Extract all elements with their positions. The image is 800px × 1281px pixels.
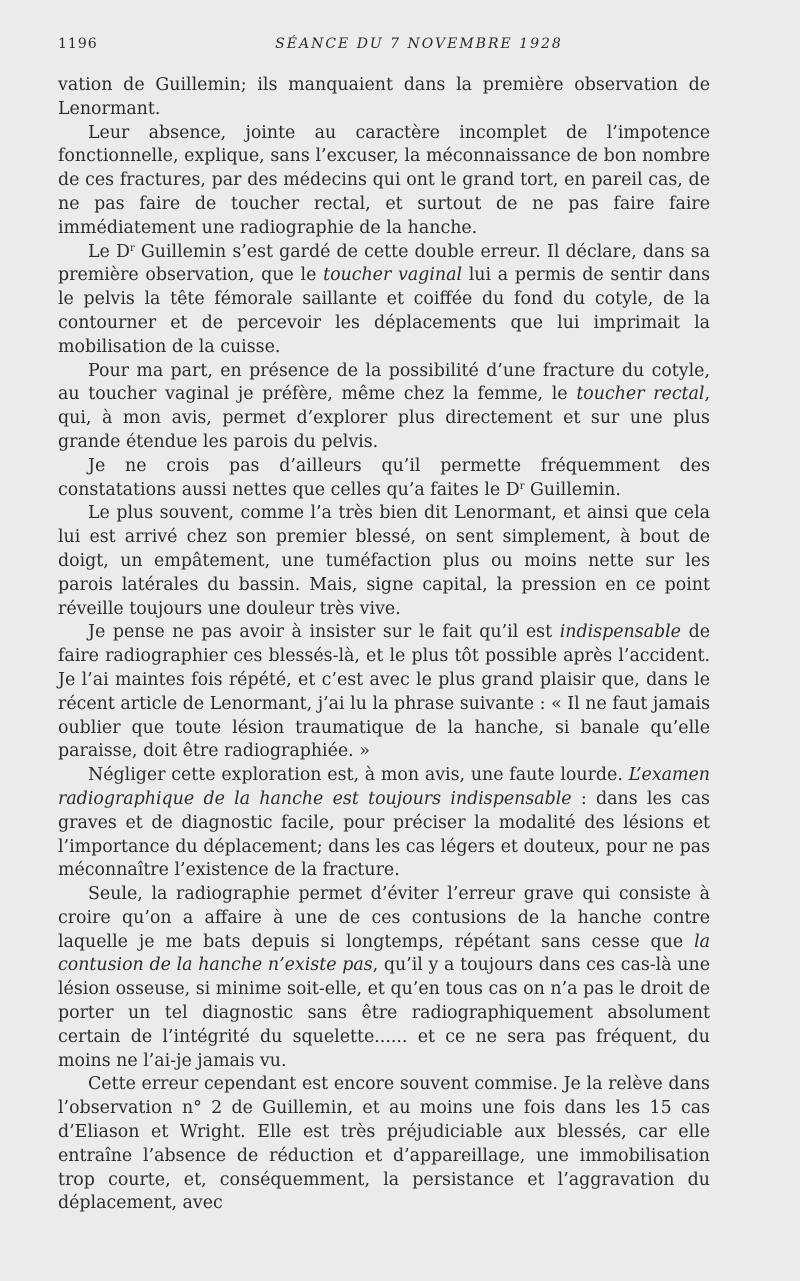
text-segment: Guillemin.	[524, 479, 621, 500]
paragraph	[58, 455, 710, 503]
text-segment: lui a permis de sentir dans le pelvis la tête fémorale saillante et coiffée du fond du cotyle, de la contourner et de percevoir les déplacements que lui imprimait la mobilisation de la cuisse.	[58, 265, 711, 357]
text-segment: Je ne crois pas d’ailleurs qu’il permette fréquemment des constatations aussi nettes que celles qu’a faites le D	[58, 455, 710, 500]
text-segment: , qui, à mon avis, permet d’explorer plus directement et sur une plus grande étendue les parois du pelvis.	[58, 384, 711, 452]
paragraph	[58, 1073, 710, 1216]
running-title: SÉANCE DU 7 NOVEMBRE 1928	[275, 36, 563, 52]
text-segment: Je pense ne pas avoir à insister sur le fait qu’il est	[88, 622, 560, 643]
paragraph	[58, 122, 710, 241]
paragraph	[58, 883, 710, 1073]
italic-text: toucher vaginal	[323, 265, 463, 286]
text-segment: Cette erreur cependant est encore souvent commise. Je la relève dans l’observation n° 2 de Guillemin, et au moins une fois dans les 15 cas d’Eliason et Wright. Elle est très préjudiciable aux blessés, car elle entraîne l’absence de réduction et d’appareillage, une immobilisation trop courte, et, conséquemment, la persistance et l’aggravation du déplacement, avec	[58, 1074, 710, 1214]
text-segment: Seule, la radiographie permet d’éviter l’erreur grave qui consiste à croire qu’on a affaire à une de ces contusions de la hanche contre laquelle je me bats depuis si longtemps, répétant sans cesse que	[58, 884, 710, 952]
superscript: r	[519, 480, 525, 492]
text-segment: , qu’il y a toujours dans ces cas-là une lésion osseuse, si minime soit-elle, et qu’en tous cas on n’a pas le droit de porter un tel diagnostic sans être radiographiquement absolument certain de l’intégrité du squelette...... et ce ne sera pas fréquent, du moins ne l’ai-je jamais vu.	[58, 955, 710, 1071]
superscript: r	[129, 242, 135, 254]
paragraph	[58, 621, 710, 764]
page-number: 1196	[58, 36, 98, 52]
text-segment: Négliger cette exploration est, à mon avis, une faute lourde.	[88, 765, 629, 786]
text-segment: Guillemin s’est gardé de cette double erreur. Il déclare, dans sa première observation, que le	[58, 241, 710, 286]
text-segment: vation de Guillemin; ils manquaient dans la première observation de Lenormant.	[58, 75, 710, 119]
paragraph	[58, 502, 710, 621]
paragraph	[58, 360, 710, 455]
text-segment: de faire radiographier ces blessés-là, et le plus tôt possible après l’accident. Je l’ai maintes fois répété, et c’est avec le plus grand plaisir que, dans le récent article de Lenormant, j’ai lu la phrase suivante : « Il ne faut jamais oublier que toute lésion traumatique de la hanche, si banale qu’elle paraisse, doit être radiographiée. »	[58, 622, 711, 762]
paragraph	[58, 74, 710, 122]
text-segment: : dans les cas graves et de diagnostic facile, pour préciser la modalité des lésions et l’importance du déplacement; dans les cas légers et douteux, pour ne pas méconnaître l’existence de la fracture.	[58, 788, 710, 881]
text-segment: Leur absence, jointe au caractère incomplet de l’impotence fonctionnelle, explique, sans l’excuser, la méconnaissance de bon nombre de ces fractures, par des médecins qui ont le grand tort, en pareil cas, de ne pas faire de toucher rectal, et surtout de ne pas faire faire immédiatement une radiographie de la hanche.	[58, 122, 710, 238]
italic-text: L’examen radiographique de la hanche est toujours indispensable	[58, 765, 710, 809]
italic-text: toucher rectal	[576, 384, 705, 405]
running-head	[58, 36, 710, 58]
text-segment: Le plus souvent, comme l’a très bien dit Lenormant, et ainsi que cela lui est arrivé chez son premier blessé, on sent simplement, à bout de doigt, un empâtement, une tuméfaction plus ou moins nette sur les parois latérales du bassin. Mais, signe capital, la pression en ce point réveille toujours une douleur très vive.	[58, 503, 710, 619]
italic-text: la contusion de la hanche n’existe pas	[58, 931, 710, 976]
italic-text: indispensable	[559, 622, 681, 643]
text-segment: Pour ma part, en présence de la possibilité d’une fracture du cotyle, au toucher vaginal je préfère, même chez la femme, le	[58, 360, 710, 405]
body-text	[58, 74, 710, 1216]
paragraph	[58, 764, 710, 883]
paragraph	[58, 241, 710, 360]
text-segment: Le D	[88, 241, 130, 262]
